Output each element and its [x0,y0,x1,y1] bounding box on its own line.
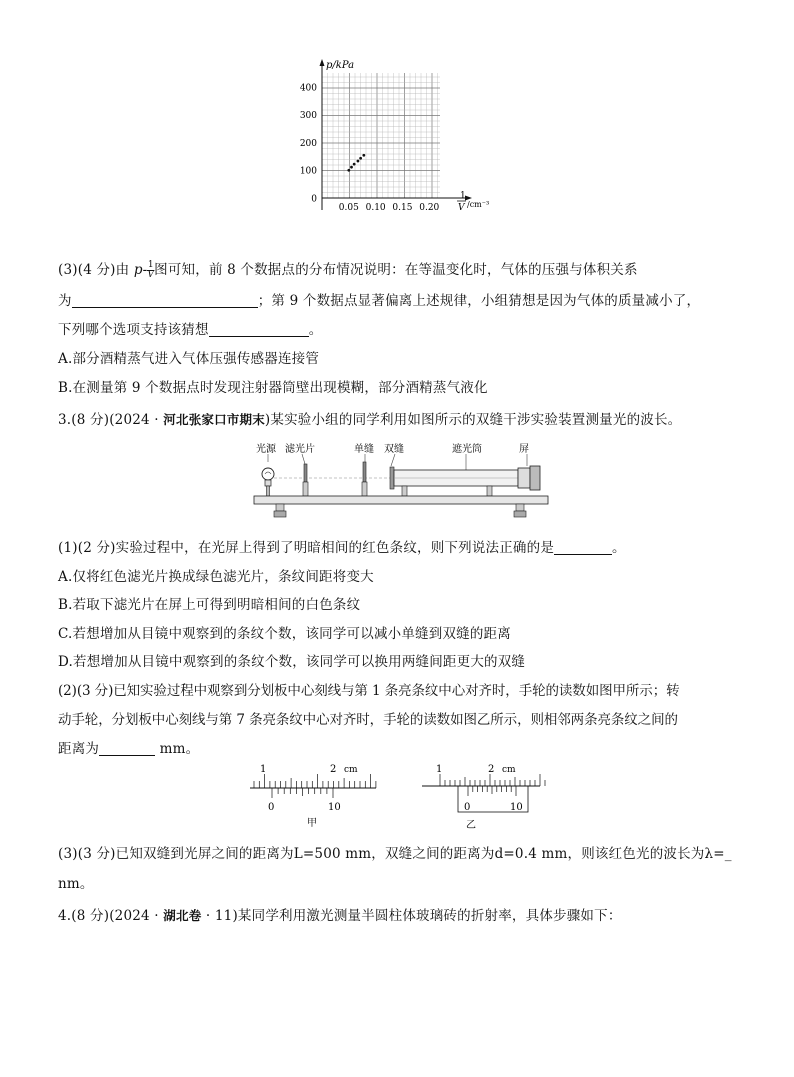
x-axis-label-unit: /cm⁻³ [467,200,490,209]
q3-1-option-b: B.若取下滤光片在屏上可得到明暗相间的白色条纹 [58,597,361,613]
q3-heading [58,408,681,428]
label-single-slit: 单缝 [354,444,374,455]
q3-head-start: 3.(8 分)(2024 · [58,412,164,428]
q2-3-line1 [58,258,638,280]
data-point [350,166,353,169]
q3-2-line2: 动手轮，分划板中心刻线与第 7 条亮条纹中心对齐时，手轮的读数如图乙所示，则相邻两条亮条纹之间的 [58,712,678,728]
vernier-scale-jia [250,760,380,830]
data-point [347,169,350,172]
q2-3-line3-start: 下列哪个选项支持该猜想 [58,322,209,338]
y-tick-label: 0 [311,194,317,205]
q3-1-end: 。 [612,540,626,556]
light-bulb-icon [262,468,274,496]
answer-blank-q3-2[interactable] [99,741,155,756]
q3-1-option-a: A.仅将红色滤光片换成绿色滤光片，条纹间距将变大 [58,569,374,585]
label-screen: 屏 [519,444,529,455]
y-tick-label: 300 [300,111,317,122]
double-slit-apparatus [252,440,552,526]
q2-3-line3-end: 。 [308,322,323,338]
label-filter: 滤光片 [285,444,315,455]
q2-3-var-p: p- [133,262,148,278]
q2-3-line3 [58,318,322,338]
label-shade-tube: 遮光筒 [452,444,482,455]
y-tick-label: 100 [300,166,317,177]
q3-3-line2: nm。 [58,876,94,892]
single-slit-element [362,462,367,496]
q4-head-end: · 11)某同学利用激光测量半圆柱体玻璃砖的折射率，具体步骤如下： [201,908,622,924]
y-axis-arrow [320,59,325,66]
jia-main-2: 2 [330,764,337,775]
label-light-source: 光源 [256,444,276,455]
data-point [359,157,362,160]
vernier-scale-yi [422,760,552,830]
q2-3-option-a: A.部分酒精蒸气进入气体压强传感器连接管 [58,351,320,367]
answer-blank-q3-1[interactable] [554,540,612,555]
q2-3-line2-end: ；第 9 个数据点显著偏离上述规律，小组猜想是因为气体的质量减小了， [257,293,701,309]
data-point [357,160,360,163]
frac-num: 1 [147,260,154,270]
x-tick-label: 0.15 [392,203,413,213]
y-tick-label: 400 [300,83,317,94]
graph-grid [322,73,440,198]
answer-blank-relation[interactable] [72,293,258,308]
q4-heading [58,904,622,924]
q3-1-text: (1)(2 分)实验过程中，在光屏上得到了明暗相间的红色条纹，则下列说法正确的是 [58,540,555,556]
q3-1-stem [58,536,626,556]
data-point [362,154,365,157]
x-tick-label: 0.20 [419,203,440,213]
y-axis-label: p/kPa [326,60,355,71]
q3-2-line3 [58,737,199,757]
y-tick-label: 200 [300,138,317,149]
q2-3-option-b: B.在测量第 9 个数据点时发现注射器筒壁出现模糊，部分酒精蒸气液化 [58,380,488,396]
jia-main-1: 1 [260,764,267,775]
x-tick-label: 0.05 [338,203,359,213]
filter-element [303,464,308,496]
label-double-slit: 双缝 [384,444,404,455]
yi-unit: cm [502,765,516,775]
yi-main-2: 2 [488,764,495,775]
yi-vernier-0: 0 [464,802,471,813]
caption-yi: 乙 [466,820,476,830]
x-axis-label-den: V [458,203,465,213]
q3-source: 河北张家口市期末 [163,412,265,427]
yi-main-1: 1 [436,764,443,775]
q3-2-line1: (2)(3 分)已知实验过程中观察到分划板中心刻线与第 1 条亮条纹中心对齐时，手轮的读数如图甲所示；转 [58,683,680,699]
jia-vernier-0: 0 [268,802,275,813]
data-point [353,163,356,166]
shade-tube [390,466,540,496]
q2-3-suffix: 图可知，前 8 个数据点的分布情况说明：在等温变化时，气体的压强与体积关系 [154,262,638,278]
q3-1-option-d: D.若想增加从目镜中观察到的条纹个数，该同学可以换用两缝间距更大的双缝 [58,654,526,670]
yi-vernier-10: 10 [510,802,523,813]
q3-2-line3-start: 距离为 [58,741,100,757]
q4-head-start: 4.(8 分)(2024 · [58,908,164,924]
jia-unit: cm [344,765,358,775]
q2-3-line2 [58,289,700,309]
answer-blank-option[interactable] [209,322,309,337]
q2-3-prefix: (3)(4 分)由 [58,262,134,278]
x-tick-label: 0.10 [365,203,386,213]
q3-3-line1: (3)(3 分)已知双缝到光屏之间的距离为L=500 mm，双缝之间的距离为d=0.4 mm，则该红色光的波长为λ=_ [58,846,732,862]
q3-1-option-c: C.若想增加从目镜中观察到的条纹个数，该同学可以减小单缝到双缝的距离 [58,626,511,642]
optical-bench [254,496,548,517]
q2-3-line2-start: 为 [58,293,72,309]
x-axis-label-num: 1 [460,191,466,201]
jia-vernier-10: 10 [328,802,341,813]
q3-2-line3-end: mm。 [155,741,200,757]
q3-head-end: )某实验小组的同学利用如图所示的双缝干涉实验装置测量光的波长。 [264,412,682,428]
caption-jia: 甲 [307,818,317,829]
frac-den: V [147,270,155,280]
q4-source: 湖北卷 [163,908,202,923]
p-v-graph [300,55,510,220]
